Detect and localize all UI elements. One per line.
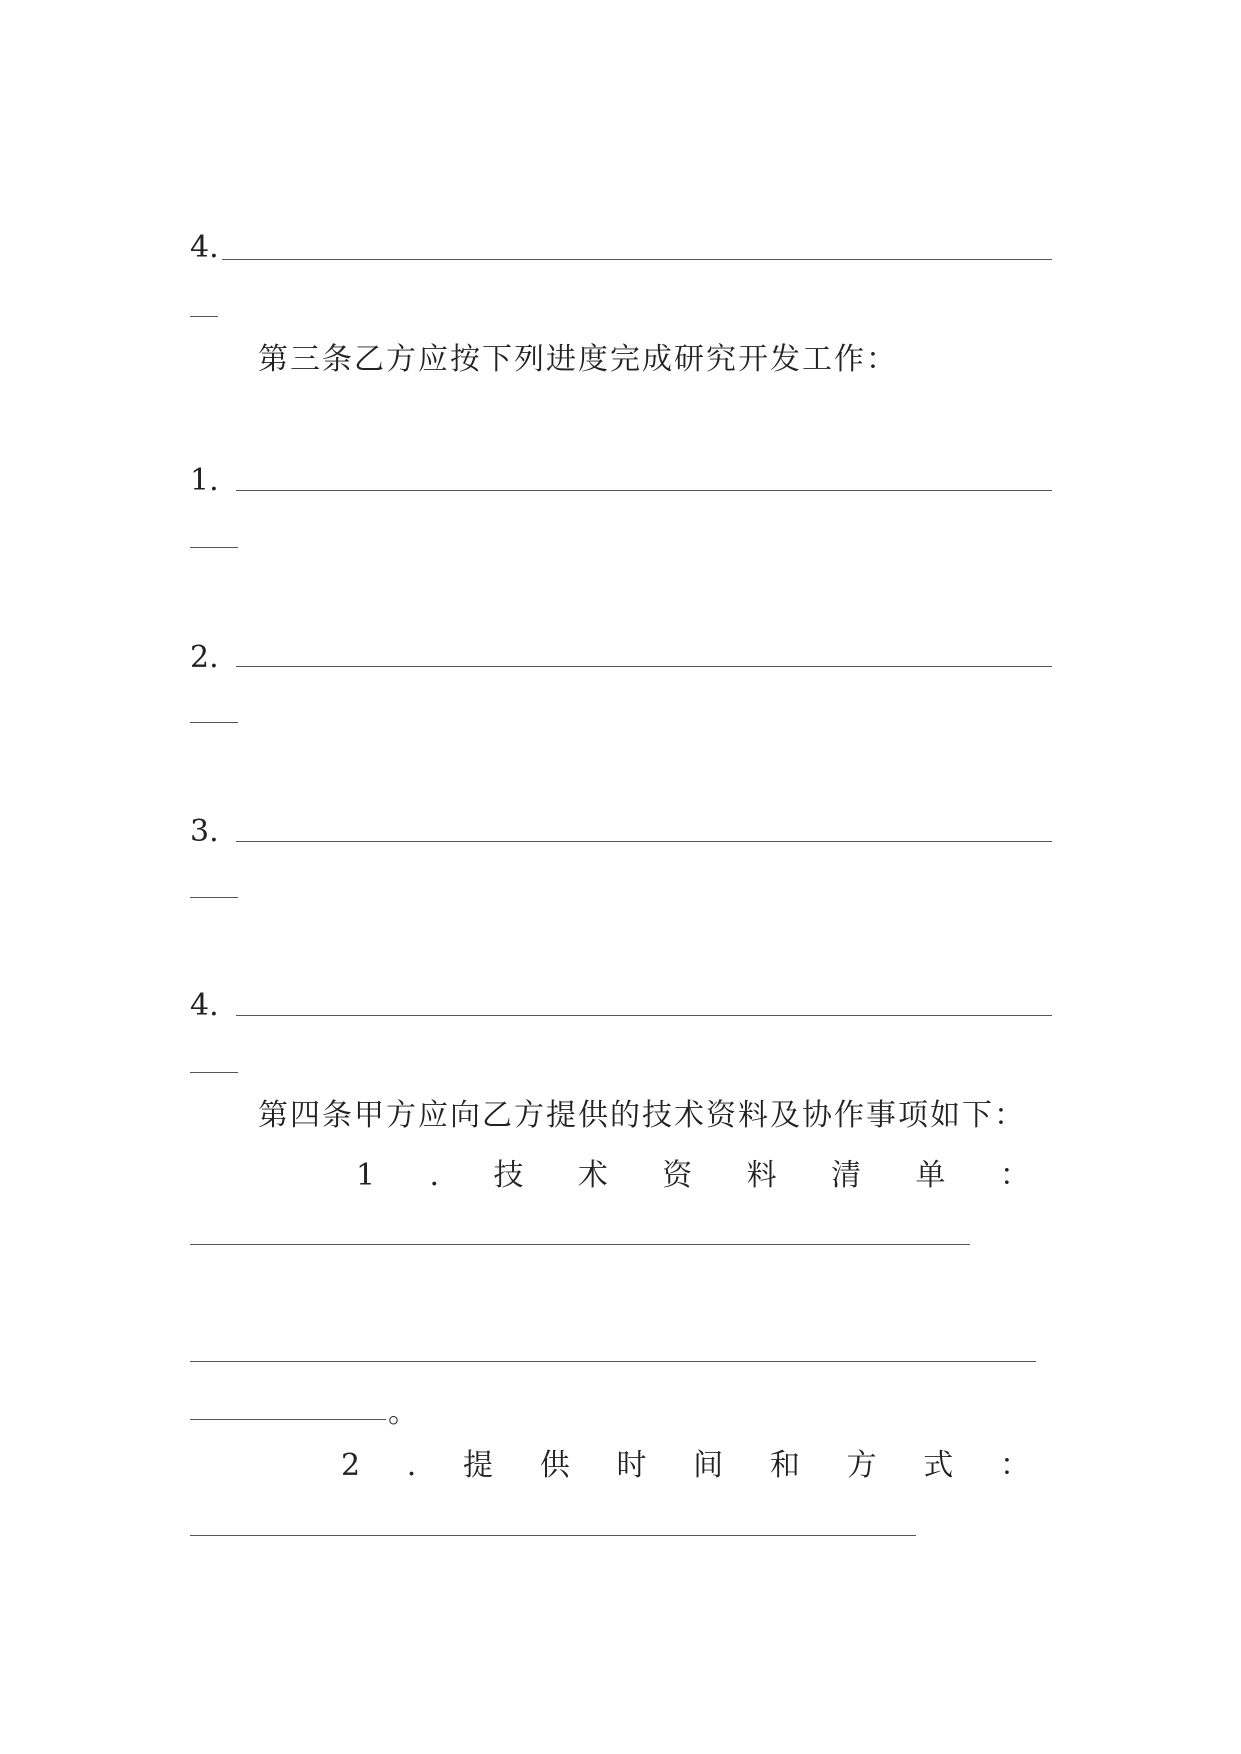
label-char: .	[429, 1158, 440, 1193]
label-char: 单	[915, 1158, 946, 1193]
label-char: ：	[999, 1158, 1030, 1193]
label-char: 和	[769, 1448, 800, 1483]
article-3-item-3-marker: 3.	[190, 814, 219, 849]
fill-in-blank-line[interactable]	[236, 841, 1052, 842]
fill-in-blank-line[interactable]	[190, 897, 238, 898]
fill-in-blank-line[interactable]	[236, 490, 1052, 491]
fill-in-blank-line[interactable]	[190, 547, 238, 548]
item-4-marker: 4.	[190, 230, 219, 265]
label-char: 料	[746, 1158, 777, 1193]
fill-in-blank-line[interactable]	[190, 1535, 916, 1536]
fill-in-blank-line[interactable]	[236, 1015, 1052, 1016]
label-char: 术	[577, 1158, 608, 1193]
article-4-heading: 第四条甲方应向乙方提供的技术资料及协作事项如下：	[258, 1098, 1026, 1133]
label-char: 2	[341, 1448, 361, 1483]
fill-in-blank-line[interactable]	[190, 1361, 1036, 1362]
fill-in-blank-line[interactable]	[236, 666, 1052, 667]
article-3-heading: 第三条乙方应按下列进度完成研究开发工作：	[258, 342, 898, 377]
fill-in-blank-line[interactable]	[190, 1419, 386, 1420]
label-char: ：	[999, 1448, 1030, 1483]
article-4-item-1-label	[356, 1158, 1030, 1194]
fill-in-blank-line[interactable]	[190, 1244, 970, 1245]
label-char: 时	[616, 1448, 647, 1483]
label-char: 1	[356, 1158, 376, 1193]
item-1-end-mark: 。	[388, 1395, 418, 1430]
label-char: .	[406, 1448, 417, 1483]
article-4-item-2-label	[341, 1448, 1030, 1484]
label-char: 清	[831, 1158, 862, 1193]
label-char: 方	[846, 1448, 877, 1483]
fill-in-blank-line[interactable]	[190, 1072, 238, 1073]
label-char: 间	[693, 1448, 724, 1483]
article-3-item-1-marker: 1.	[190, 463, 219, 498]
fill-in-blank-line[interactable]	[222, 259, 1052, 260]
label-char: 技	[493, 1158, 524, 1193]
label-char: 提	[463, 1448, 494, 1483]
label-char: 供	[539, 1448, 570, 1483]
label-char: 资	[662, 1158, 693, 1193]
article-3-item-4-marker: 4.	[190, 988, 219, 1023]
fill-in-blank-line[interactable]	[190, 316, 218, 317]
article-3-item-2-marker: 2.	[190, 640, 219, 675]
label-char: 式	[923, 1448, 954, 1483]
fill-in-blank-line[interactable]	[190, 722, 238, 723]
